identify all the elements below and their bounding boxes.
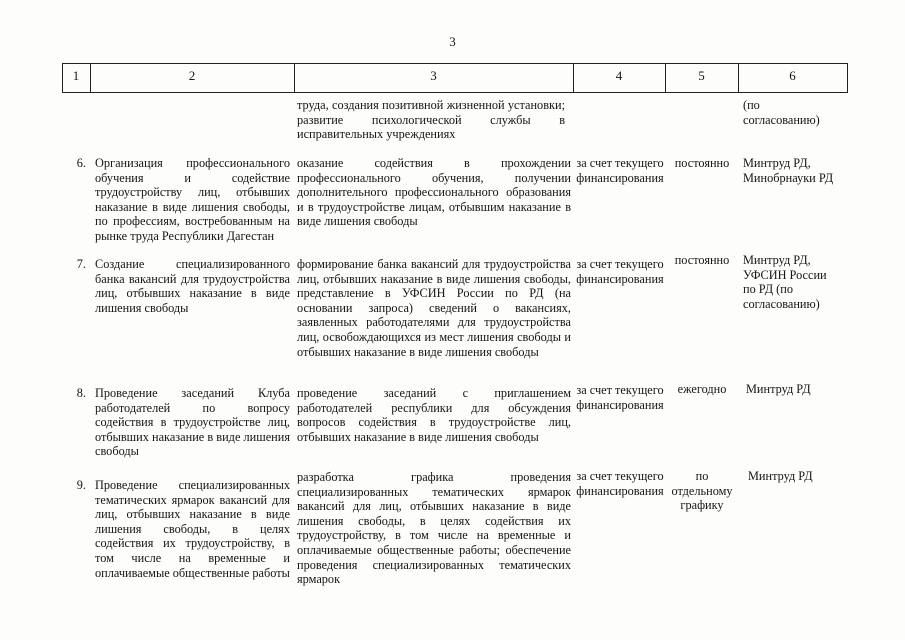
header-bottom-border [62, 92, 847, 93]
measure-cell: труда, создания позитивной жизненной установки; развитие психологической службы в исправительных учреждениях [297, 98, 565, 142]
header-col-2: 2 [188, 68, 196, 83]
row-number: 9. [76, 478, 86, 492]
funding-cell: за счет текущего финансирования [576, 469, 664, 498]
measure-cell: проведение заседаний с приглашением работодателей республики для обсуждения вопросов содействия в трудоустройстве лиц, отбывших наказание в виде лишения свободы [297, 386, 571, 444]
row-number: 8. [76, 386, 86, 400]
header-col-1: 1 [72, 68, 80, 83]
col-divider [847, 63, 848, 93]
responsible-cell: Минтруд РД [748, 469, 813, 483]
measure-cell: оказание содействия в прохождении профессионального обучения, получении дополнительного профессионального образования и в трудоустройстве лицам, отбывшим наказание в виде лишения свободы [297, 156, 571, 229]
header-col-3: 3 [430, 68, 437, 83]
event-name-cell: Организация профессионального обучения и содействие трудоустройству лиц, отбывших наказание в виде лишения свободы, по профессиям, востребованным на рынке труда Республики Дагестан [95, 156, 290, 243]
responsible-cell: (по согласованию) [743, 98, 820, 127]
header-col-6: 6 [789, 68, 796, 83]
responsible-cell: Минтруд РД, Минобрнауки РД [743, 156, 834, 185]
term-cell: ежегодно [677, 382, 727, 396]
term-cell: постоянно [674, 156, 730, 170]
row-number: 7. [76, 257, 86, 271]
event-name-cell: Проведение специализированных тематических ярмарок вакансий для лиц, отбывших наказание в виде лишения свободы, в целях содействия их трудоустройству, в том числе на временные и оплачиваемые общественные работы [95, 478, 290, 580]
term-cell: по отдельному графику [671, 469, 733, 513]
funding-cell: за счет текущего финансирования [576, 383, 664, 412]
row-number: 6. [76, 156, 86, 170]
funding-cell: за счет текущего финансирования [576, 257, 664, 286]
term-cell: постоянно [674, 253, 730, 267]
header-top-border [62, 63, 847, 64]
header-col-4: 4 [615, 68, 623, 83]
event-name-cell: Создание специализированного банка вакансий для трудоустройства лиц, отбывших наказание в виде лишения свободы [95, 257, 290, 315]
measure-cell: разработка графика проведения специализированных тематических ярмарок вакансий для лиц, отбывших наказание в виде лишения свободы, в целях содействия их трудоустройству, в том числе на временные и оплачиваемые общественные работы; обеспечение проведения специализированных тематических ярмарок [297, 470, 571, 587]
measure-cell: формирование банка вакансий для трудоустройства лиц, отбывших наказание в виде лишения свободы, представление в УФСИН России по РД (на основании запроса) сведений о вакансиях, заявленных работодателями для трудоустройства лиц, освобождающихся из мест лишения свободы и отбывших наказание в виде лишения свободы [297, 257, 571, 359]
header-col-5: 5 [698, 68, 705, 83]
responsible-cell: Минтруд РД [746, 382, 811, 396]
funding-cell: за счет текущего финансирования [576, 156, 664, 185]
event-name-cell: Проведение заседаний Клуба работодателей по вопросу содействия в трудоустройстве лиц, отбывших наказание в виде лишения свободы [95, 386, 290, 459]
responsible-cell: Минтруд РД, УФСИН России по РД (по согласованию) [743, 253, 827, 311]
page-number: 3 [449, 34, 456, 49]
